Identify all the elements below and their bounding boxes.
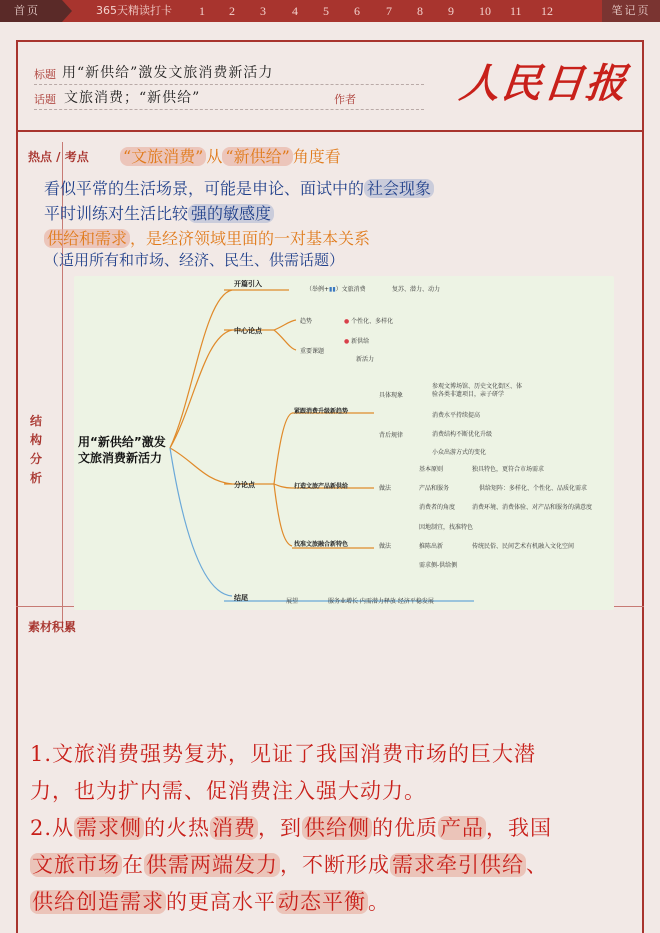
line-trend — [274, 320, 296, 330]
m-highlight: 需求牵引供给 — [392, 853, 524, 877]
material-line-1: 1.文旅消费强势复苏，见证了我国消费市场的巨大潜 — [30, 742, 537, 766]
hotpoint-label: 热点 / 考点 — [28, 150, 89, 164]
material-line-2: 力，也为扩内需、促消费注入强大动力。 — [30, 779, 426, 803]
title-label: 标题 — [34, 68, 56, 81]
node-arg3-a: 因地制宜，找准特色 — [419, 524, 474, 531]
hotpoint-word-angle: 角度看 — [292, 147, 341, 166]
m-highlight: 供需两端发力 — [146, 853, 278, 877]
node-end-text: 服务业增长 内需潜力释放 经济平稳发展 — [328, 598, 434, 605]
m-highlight: 动态平衡 — [278, 890, 366, 914]
node-arg3-b: 推陈出新 — [419, 543, 444, 550]
node-arg3: 找准文旅融合新特色 — [294, 541, 349, 548]
article-title: 用“新供给”激发文旅消费新活力 — [62, 65, 274, 81]
node-intro-tag: 复苏、潜力、动力 — [392, 286, 441, 293]
m-seg: 、 — [526, 853, 548, 877]
branch-intro — [170, 290, 232, 448]
tab-month-9[interactable]: 9 — [448, 4, 454, 18]
tab-month-12[interactable]: 12 — [541, 4, 553, 18]
root-line-2: 文旅消费新活力 — [78, 451, 163, 465]
hotpoint-line-2-text: 看似平常的生活场景，可能是申论、面试中的 — [44, 179, 365, 198]
tab-month-8[interactable]: 8 — [417, 4, 423, 18]
root-line-1: 用“新供给”激发 — [78, 435, 166, 449]
notes-tab[interactable]: 笔记页 — [602, 0, 660, 22]
tab-month-6[interactable]: 6 — [354, 4, 360, 18]
material-line-3 — [30, 810, 640, 847]
node-arg3-b-text: 传统民俗、民间艺术有机融入文化空间 — [472, 543, 575, 550]
material-line-5 — [30, 884, 640, 921]
dot-icon: ● — [344, 338, 352, 345]
node-trend: 趋势 — [300, 318, 313, 325]
keyword-social-phenomenon: 社会现象 — [364, 179, 434, 198]
node-arg1-b: 背后规律 — [379, 432, 404, 439]
arg1-a-line-1: 参观文博场馆、历史文化街区、体 — [432, 383, 523, 390]
topic-value: 文旅消费；“新供给” — [64, 90, 201, 106]
branch-arg — [170, 448, 232, 484]
hotpoint-line-4-text: ，是经济领域里面的一对基本关系 — [130, 229, 371, 248]
tab-month-10[interactable]: 10 — [479, 4, 491, 18]
node-arg2: 打造文旅产品新供给 — [294, 483, 349, 490]
m-seg: ，不断形成 — [280, 853, 390, 877]
node-arg3-method: 做法 — [379, 543, 392, 550]
node-end-a: 展望 — [286, 598, 299, 605]
structure-label: 结构分析 — [29, 414, 42, 485]
m-seg: 的优质 — [372, 816, 439, 840]
node-arg: 分论点 — [234, 481, 255, 489]
m-seg: 2.从 — [30, 816, 75, 840]
title-rule — [34, 84, 424, 86]
node-arg3-c: 需求侧-供给侧 — [419, 562, 458, 569]
dot-icon: ● — [344, 318, 352, 325]
hotpoint-line-1 — [120, 144, 341, 167]
m-seg: ，到 — [258, 816, 303, 840]
hotpoint-line-3 — [44, 201, 274, 224]
author-label: 作者 — [334, 93, 356, 106]
mind-map — [74, 276, 614, 610]
keyword-new-supply: “新供给” — [222, 147, 292, 166]
m-highlight: 消费 — [212, 816, 257, 840]
tab-month-3[interactable]: 3 — [260, 4, 266, 18]
node-arg1-a: 具体现象 — [379, 392, 404, 399]
node-arg1-b2: 消费结构不断优化升级 — [432, 431, 493, 438]
tab-month-1[interactable]: 1 — [199, 4, 205, 18]
node-intro: 开篇引入 — [234, 280, 262, 288]
intro-example: （举例+ — [306, 286, 330, 293]
material-line-4 — [30, 847, 640, 884]
tab-month-7[interactable]: 7 — [386, 4, 392, 18]
node-end: 结尾 — [234, 594, 248, 602]
node-center: 中心论点 — [234, 327, 262, 335]
tab-month-2[interactable]: 2 — [229, 4, 235, 18]
materials-label: 素材积累 — [28, 620, 77, 634]
node-key: 重要课题 — [300, 348, 325, 355]
m-seg: 。 — [368, 890, 390, 914]
node-arg1-b1: 消费水平持续提高 — [432, 412, 481, 419]
node-key-tag-1 — [344, 336, 369, 345]
mind-map-root — [78, 434, 166, 466]
peoples-daily-logo: 人民日报 — [457, 60, 631, 107]
key-tag-1-text: 新供给 — [351, 338, 370, 345]
hotpoint-line-3-text: 平时训练对生活比较 — [44, 204, 189, 223]
node-arg2-a: 基本原则 — [419, 466, 444, 473]
line-arg3 — [274, 484, 292, 546]
node-arg2-c: 消费者的角度 — [419, 504, 456, 511]
materials-text — [30, 736, 640, 921]
m-highlight: 供给创造需求 — [32, 890, 164, 914]
keyword-sensitivity: 强的敏感度 — [188, 204, 274, 223]
node-intro-detail — [306, 284, 366, 293]
m-highlight: 需求侧 — [76, 816, 143, 840]
m-highlight: 产品 — [440, 816, 485, 840]
topic-label: 话题 — [34, 93, 56, 106]
keyword-supply-demand: 供给和需求 — [44, 229, 130, 248]
tab-month-4[interactable]: 4 — [292, 4, 298, 18]
hotpoint-line-4 — [44, 226, 370, 249]
line-arg1 — [274, 413, 292, 484]
tab-daily-reading[interactable]: 365天精读打卡 — [96, 4, 172, 17]
node-trend-tag — [344, 316, 393, 325]
line-arg2 — [274, 484, 292, 488]
node-arg2-method: 做法 — [379, 485, 392, 492]
hotpoint-word-from: 从 — [206, 147, 223, 166]
node-arg1-a-text — [432, 383, 522, 399]
hotpoint-line-5: （适用所有和市场、经济、民生、供需话题） — [44, 251, 345, 269]
line-key — [274, 330, 296, 350]
m-seg: ，我国 — [486, 816, 553, 840]
node-arg2-c-text: 消费环境、消费体验、对产品和服务的满意度 — [472, 504, 593, 511]
hotpoint-line-2 — [44, 176, 434, 199]
divider-header — [16, 130, 644, 132]
m-seg: 在 — [122, 853, 144, 877]
home-tab[interactable]: 首页 — [0, 0, 62, 22]
node-arg1: 紧跟消费升级新趋势 — [294, 408, 349, 415]
top-tab-bar — [0, 0, 660, 22]
node-arg2-b: 产品和服务 — [419, 485, 450, 492]
intro-tourism: ）文旅消费 — [335, 286, 366, 293]
topic-rule — [34, 109, 424, 111]
m-highlight: 文旅市场 — [32, 853, 120, 877]
tab-month-11[interactable]: 11 — [510, 4, 522, 18]
tab-month-5[interactable]: 5 — [323, 4, 329, 18]
m-seg: 的火热 — [144, 816, 211, 840]
m-highlight: 供给侧 — [304, 816, 371, 840]
arg1-a-line-2: 验各类非遗项目，亲子研学 — [432, 391, 505, 398]
trend-tag-text: 个性化、多样化 — [351, 318, 394, 325]
m-seg: 的更高水平 — [166, 890, 276, 914]
node-arg2-a-text: 独具特色，更符合市场需求 — [472, 466, 545, 473]
node-arg1-b3: 小众出游方式的变化 — [432, 449, 487, 456]
bar-chart-icon: ▮▮ — [329, 286, 336, 293]
node-arg2-b-text: 供给矩阵：多样化、个性化、品质化需求 — [479, 485, 588, 492]
keyword-tourism-consumption: “文旅消费” — [120, 147, 206, 166]
node-key-tag-2: 新活力 — [356, 356, 375, 363]
